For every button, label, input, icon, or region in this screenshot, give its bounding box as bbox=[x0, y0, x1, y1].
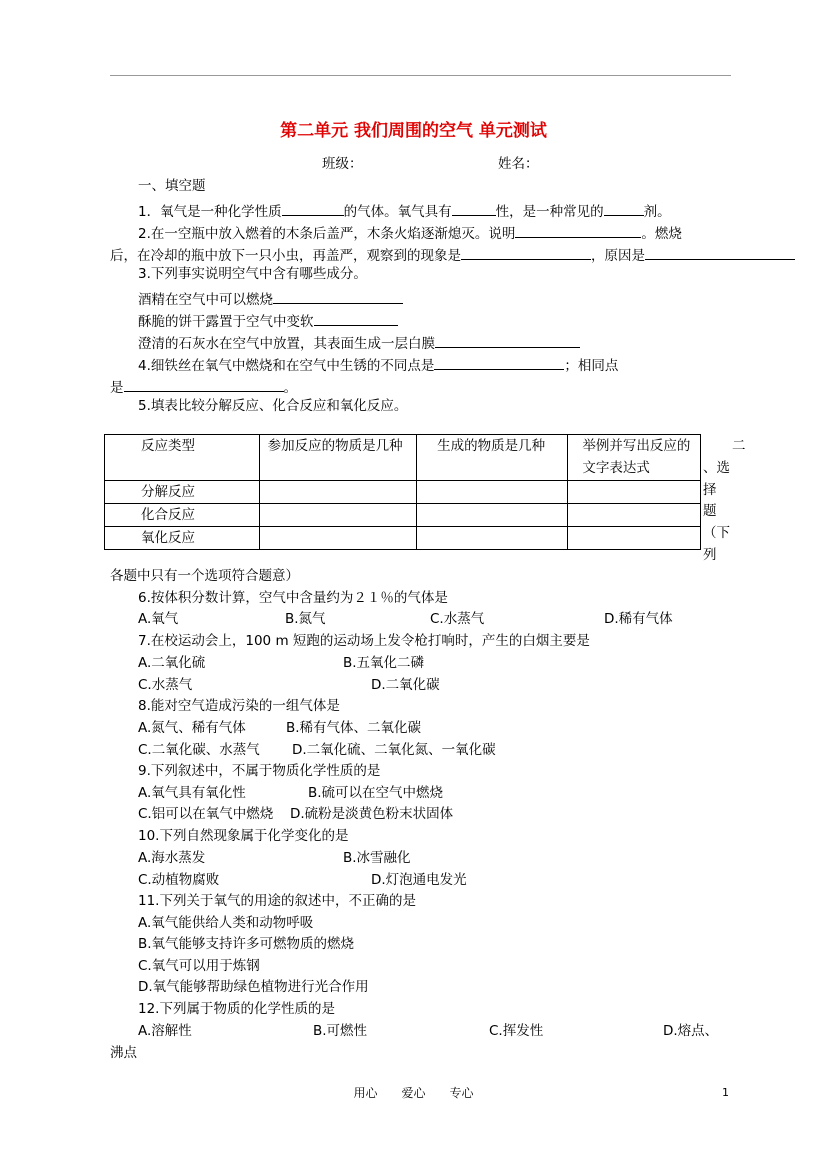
row-label: 氧化反应 bbox=[105, 527, 260, 550]
question-3-stem: 3.下列事实说明空气中含有哪些成分。 bbox=[138, 266, 367, 282]
option-d: D.硫粉是淡黄色粉末状固体 bbox=[290, 806, 454, 822]
option-b: B.氧气能够支持许多可燃物质的燃烧 bbox=[138, 936, 355, 952]
question-6-stem: 6.按体积分数计算，空气中含量约为２１％的气体是 bbox=[138, 590, 448, 606]
question-10-stem: 10.下列自然现象属于化学变化的是 bbox=[138, 828, 349, 844]
choice-heading-part: 、选 bbox=[703, 460, 730, 476]
option-b: B.可燃性 bbox=[313, 1023, 368, 1039]
table-header-row bbox=[105, 435, 701, 481]
option-d: D.二氧化碳 bbox=[371, 677, 440, 693]
question-3-item-a: 酒精在空气中可以燃烧 bbox=[138, 290, 403, 308]
table-header-cell: 生成的物质是几种 bbox=[417, 435, 568, 481]
option-d-continued: 沸点 bbox=[110, 1045, 137, 1061]
table-row bbox=[105, 481, 701, 504]
question-11-stem: 11.下列关于氧气的用途的叙述中，不正确的是 bbox=[138, 893, 416, 909]
option-b: B.硫可以在空气中燃烧 bbox=[308, 785, 444, 801]
question-1: 1．氧气是一种化学性质 的气体。氧气具有 性，是一种常见的 剂。 bbox=[138, 204, 671, 220]
question-3-item-c: 澄清的石灰水在空气中放置，其表面生成一层白膜 bbox=[138, 334, 580, 352]
choice-heading-part: （下 bbox=[703, 525, 730, 541]
choice-heading-part: 择 bbox=[703, 482, 717, 498]
option-a: A.氧气能供给人类和动物呼吸 bbox=[138, 915, 314, 931]
option-a: A.二氧化硫 bbox=[138, 655, 206, 671]
option-a: A.氧气 bbox=[138, 611, 179, 627]
table-header-cell: 举例并写出反应的文字表达式 bbox=[568, 435, 701, 481]
option-b: B.氮气 bbox=[285, 611, 326, 627]
question-4-line2: 是 。 bbox=[110, 380, 297, 396]
option-c: C.水蒸气 bbox=[430, 611, 485, 627]
question-4-line1: 4.细铁丝在氧气中燃烧和在空气中生锈的不同点是 ；相同点 bbox=[138, 358, 619, 374]
option-c: C.挥发性 bbox=[489, 1023, 544, 1039]
option-d: D.氧气能够帮助绿色植物进行光合作用 bbox=[138, 979, 369, 995]
option-a: A.氮气、稀有气体 bbox=[138, 720, 246, 736]
reaction-comparison-table bbox=[104, 434, 701, 550]
option-c: C.水蒸气 bbox=[138, 677, 193, 693]
question-5-stem: 5.填表比较分解反应、化合反应和氧化反应。 bbox=[138, 398, 408, 414]
table-header-cell: 参加反应的物质是几种 bbox=[259, 435, 417, 481]
option-c: C.铝可以在氧气中燃烧 bbox=[138, 806, 274, 822]
option-a: A.氧气具有氧化性 bbox=[138, 785, 246, 801]
option-c: C.动植物腐败 bbox=[138, 872, 220, 888]
question-2-line1: 2.在一空瓶中放入燃着的木条后盖严，木条火焰逐渐熄灭。说明 。燃烧 bbox=[138, 226, 682, 242]
question-9-stem: 9.下列叙述中，不属于物质化学性质的是 bbox=[138, 763, 381, 779]
option-c: C.二氧化碳、水蒸气 bbox=[138, 742, 260, 758]
option-d: D.熔点、 bbox=[663, 1023, 719, 1039]
table-row bbox=[105, 504, 701, 527]
question-12-stem: 12.下列属于物质的化学性质的是 bbox=[138, 1001, 335, 1017]
question-8-stem: 8.能对空气造成污染的一组气体是 bbox=[138, 698, 340, 714]
table-header-cell: 反应类型 bbox=[105, 435, 260, 481]
choice-heading-part: 题 bbox=[703, 503, 717, 519]
row-label: 化合反应 bbox=[105, 504, 260, 527]
option-a: A.海水蒸发 bbox=[138, 850, 206, 866]
option-b: B.五氧化二磷 bbox=[343, 655, 425, 671]
option-d: D.稀有气体 bbox=[604, 611, 673, 627]
page-footer: 用心 爱心 专心 bbox=[353, 1086, 474, 1100]
option-b: B.稀有气体、二氧化碳 bbox=[286, 720, 422, 736]
name-label: 姓名： bbox=[498, 156, 539, 172]
choice-heading-part: 二 bbox=[732, 438, 746, 454]
option-a: A.溶解性 bbox=[138, 1023, 192, 1039]
option-c: C.氧气可以用于炼钢 bbox=[138, 958, 260, 974]
option-b: B.冰雪融化 bbox=[343, 850, 411, 866]
header-rule bbox=[110, 75, 731, 76]
question-3-item-b: 酥脆的饼干露置于空气中变软 bbox=[138, 312, 398, 330]
option-d: D.灯泡通电发光 bbox=[371, 872, 467, 888]
page-number: 1 bbox=[722, 1086, 729, 1099]
option-d: D.二氧化硫、二氧化氮、一氧化碳 bbox=[292, 742, 496, 758]
table-row bbox=[105, 527, 701, 550]
row-label: 分解反应 bbox=[105, 481, 260, 504]
question-2-line2: 后，在冷却的瓶中放下一只小虫，再盖严，观察到的现象是 ，原因是 bbox=[110, 246, 795, 264]
choice-heading-rest: 各题中只有一个选项符合题意） bbox=[110, 568, 299, 584]
class-label: 班级： bbox=[322, 156, 363, 172]
question-7-stem: 7.在校运动会上，100 m 短跑的运动场上发令枪打响时，产生的白烟主要是 bbox=[138, 633, 590, 649]
choice-heading-part: 列 bbox=[703, 547, 717, 563]
fill-section-heading: 一、填空题 bbox=[138, 178, 206, 194]
page-title: 第二单元 我们周围的空气 单元测试 bbox=[280, 121, 547, 141]
